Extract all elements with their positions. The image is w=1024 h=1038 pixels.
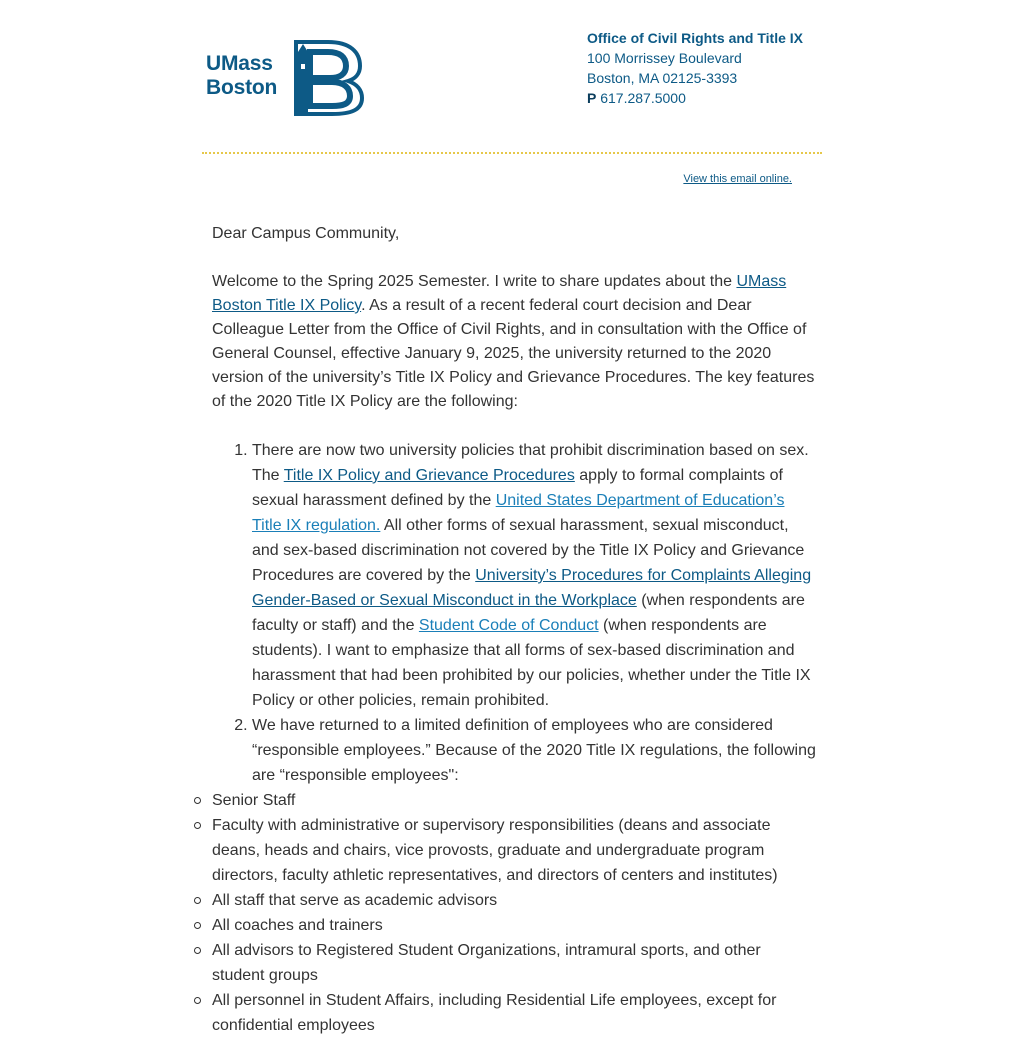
office-contact-block xyxy=(587,28,807,108)
intro-text-2: . As a result of a recent federal court decision and Dear Colleague Letter from the Office of Civil Rights, and in consultation with the Office of General Counsel, effective January 9, 2025, the university returned to the 2020 version of the university’s Title IX Policy and Grievance Procedures. The key features of the 2020 Title IX Policy are the following: xyxy=(212,297,815,410)
logo-wordmark xyxy=(206,52,277,100)
logo-line-2: Boston xyxy=(206,76,278,99)
list-item: All personnel in Student Affairs, including Residential Life employees, except for confidential employees xyxy=(212,988,816,1038)
feature-item-1 xyxy=(252,438,816,713)
email-body xyxy=(212,222,816,1038)
list-item: Faculty with administrative or supervisory responsibilities (deans and associate deans, heads and chairs, vice provosts, graduate and undergraduate program directors, faculty athletic representatives, and directors of centers and institutes) xyxy=(212,813,816,888)
address-line-2: Boston, MA 02125-3393 xyxy=(587,70,738,86)
intro-paragraph xyxy=(212,270,816,414)
list-item: All coaches and trainers xyxy=(212,913,816,938)
point1-text-1: There are now two university policies that prohibit discrimination based on sex. The xyxy=(252,442,809,484)
list-item: Senior Staff xyxy=(212,788,816,813)
student-code-of-conduct-link[interactable]: Student Code of Conduct xyxy=(418,617,599,634)
policy-features-list xyxy=(212,438,816,788)
workplace-misconduct-procedures-link[interactable]: University’s Procedures for Complaints Alleging Gender-Based or Sexual Misconduct in the Workplace xyxy=(252,567,812,609)
point2-text: We have returned to a limited definition of employees who are considered “responsible employees.” Because of the 2020 Title IX regulations, the following are “responsible employees": xyxy=(252,717,816,784)
header-divider xyxy=(202,152,822,154)
address-line-1: 100 Morrissey Boulevard xyxy=(587,50,742,66)
office-name: Office of Civil Rights and Title IX xyxy=(587,30,803,46)
phone-label: P xyxy=(587,90,597,106)
feature-item-2 xyxy=(252,713,816,788)
list-item: All staff that serve as academic advisors xyxy=(212,888,816,913)
intro-text-1: Welcome to the Spring 2025 Semester. I write to share updates about the xyxy=(212,273,737,290)
umass-boston-logo xyxy=(206,38,366,118)
point1-text-3: All other forms of sexual harassment, sexual misconduct, and sex-based discrimination not covered by the Title IX Policy and Grievance Procedures are covered by the xyxy=(252,517,805,584)
point1-text-4: (when respondents are faculty or staff) and the xyxy=(252,592,805,634)
lighthouse-b-icon xyxy=(288,38,364,116)
list-item: All advisors to Registered Student Organizations, intramural sports, and other student groups xyxy=(212,938,816,988)
greeting: Dear Campus Community, xyxy=(212,225,400,242)
grievance-procedures-link[interactable]: Title IX Policy and Grievance Procedures xyxy=(283,467,575,484)
responsible-employees-list xyxy=(212,788,816,1038)
view-email-online-link[interactable]: View this email online. xyxy=(683,173,792,185)
point1-text-2: apply to formal complaints of sexual harassment defined by the xyxy=(252,467,783,509)
phone-line xyxy=(587,88,807,108)
title-ix-policy-link[interactable]: UMass Boston Title IX Policy xyxy=(212,273,787,314)
phone-number: 617.287.5000 xyxy=(600,90,686,106)
logo-line-1: UMass xyxy=(206,52,273,75)
point1-text-5: (when respondents are students). I want to emphasize that all forms of sex-based discrimination and harassment that had been prohibited by our policies, whether under the Title IX Policy or other policies, remain prohibited. xyxy=(252,617,811,709)
doe-title-ix-regulation-link[interactable]: United States Department of Education’s Title IX regulation. xyxy=(252,492,785,534)
